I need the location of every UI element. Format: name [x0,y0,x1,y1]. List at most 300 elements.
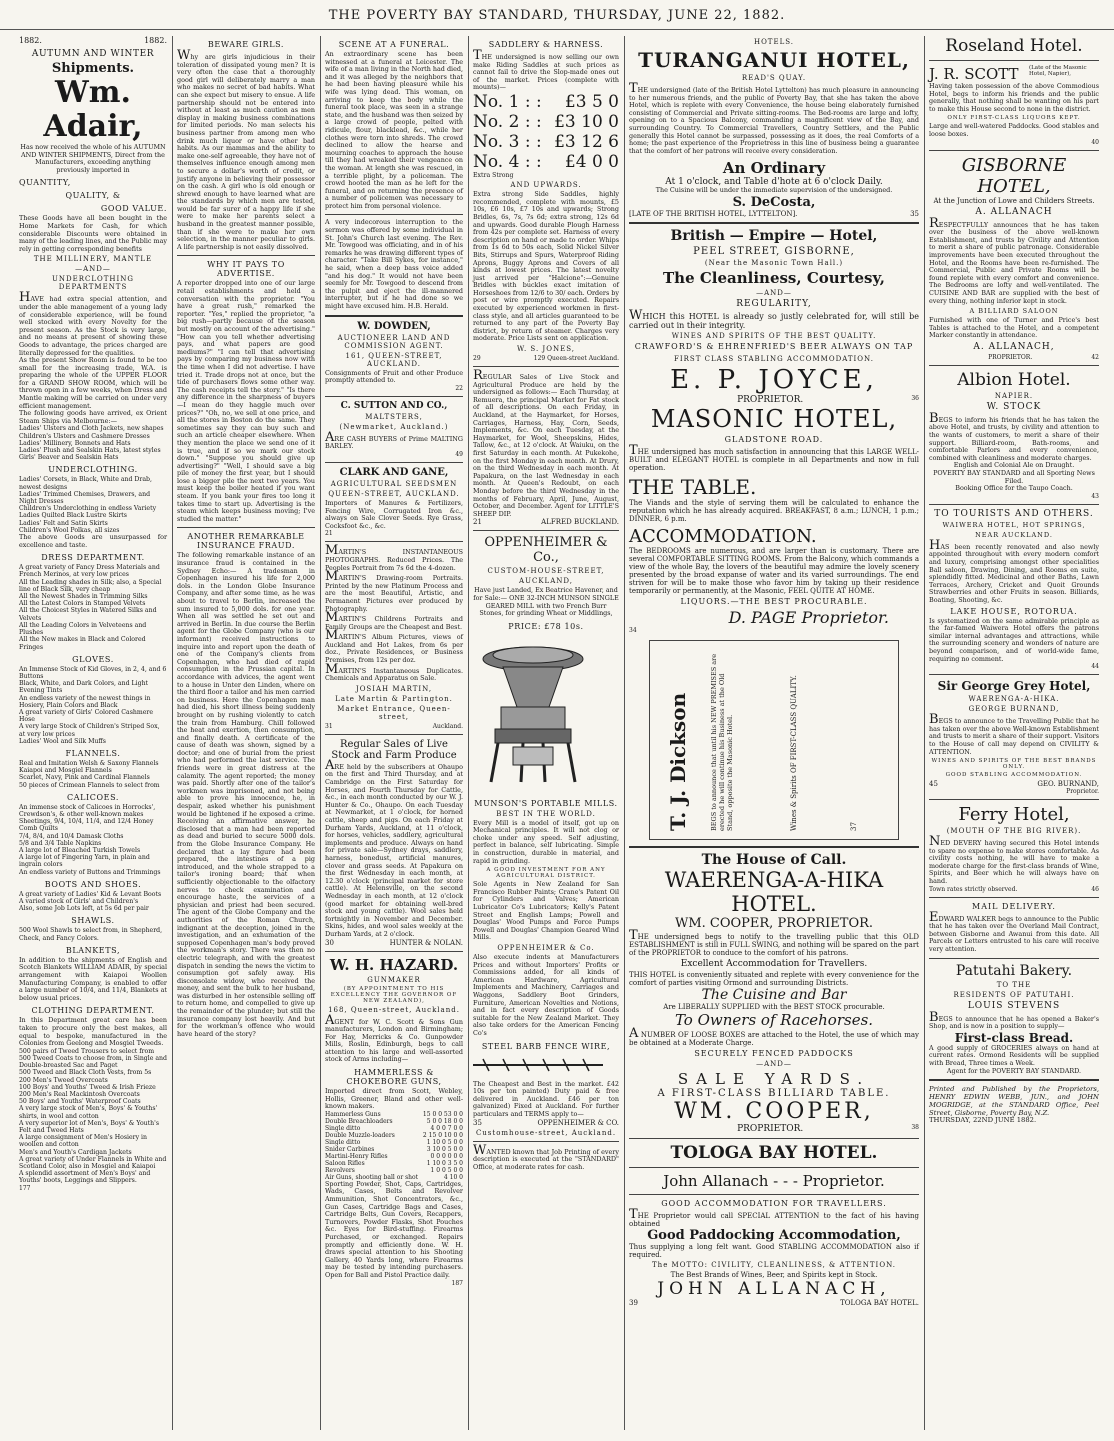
grey-hotel-text: BEGS to announce to the Travelling Public that he has taken over the above Well-known Establishment and trusts to merit a share of their support. Visitors to the House of call may depend on CIVILITY & ATTENTION. [929,712,1099,756]
oppenheimer-text2: Also execute indents at Manufacturers Prices and without Importers' Profits or Commissions added, for all kinds of American Hardware, Agricultural Implements and Machinery, Carriages and Waggons, Saddlery Boot Grinders, Furniture, American Novelties and Notions, and in fact every description of Goods suitable for the New Zealand Market. They also take orders for the American Fencing Co's [473,953,619,1037]
masonic-text: THE undersigned has much satisfaction in announcing that this LARGE WELL-BUILT and ELEGANT HOTEL is complete in all Departments and now in full operation. [629,442,919,472]
oppenheimer-name: OPPENHEIMER & Co., [484,535,608,566]
masonic-sub: GLADSTONE ROAD. [724,434,824,444]
waerenga-title: WAERENGA-A-HIKA HOTEL. [664,867,884,916]
cleanliness-slogan: The Cleanliness, Courtesy, [663,268,885,287]
ad-code: 29 [473,355,481,363]
list-item: A varied stock of Girls' and Children's [19,897,139,905]
bakery-sub: TO THE [996,980,1032,989]
list-item: Kaiapoi and Mosgiel Flannels [19,767,112,775]
adair-p1: These Goods have all been bought in the Home Markets for Cash, for which considerable Discounts were obtained in many of the leading lines, and the Public may rely in getting corresponding benefits [19,214,167,253]
bakery-title: Patutahi Bakery. [955,962,1073,979]
albion-stock: W. STOCK [986,401,1042,412]
ad-code: 187 [451,1279,463,1287]
roseland-title: Roseland Hotel. [945,36,1083,56]
list-item: Ladies Quilted Black Lustre Skirts [19,512,127,520]
cuisine-text: The Cuisine will be under the immediate supervision of the undersigned. [655,186,893,195]
ad-code: 49 [455,450,463,458]
ferry-sub: (MOUTH OF THE BIG RIVER). [946,827,1082,836]
column-adair [14,36,172,1430]
grey-hotel-sub: WAERENGA-A-HIKA. [968,695,1060,704]
list-item: 50 Boys' and Youths' Waterproof Coats [19,1098,141,1106]
martin-item: MARTIN'S INSTANTANEOUS PHOTOGRAPHS. Reduced Prices. The Peoples Portrait from 7s 6d the 4-dozen. [325,543,463,572]
page-proprietor: D. PAGE Proprietor. [728,607,889,627]
oppenheimer-sig: OPPENHEIMER & Co. [497,944,595,953]
house-of-call: The House of Call. [701,851,847,868]
ad-code: 42 [1091,353,1099,361]
list-item: A large lot of Bleached Turkish Towels [19,846,141,854]
british-empire-street: PEEL STREET, GISBORNE, [693,245,855,257]
mill-text2: Sole Agents in New Zealand for San Francisco Rubber Paints; Crane's Patent Oil for Cylinders and Valves; American Lubricator Co's Lubricators; Kelly's Patent Street and English Lamps; Powell and Douglas' Wood Pumps and Force Pumps Powell and Douglas' Champion Geared Wind Mills. [473,880,619,942]
scott-name: J. R. SCOTT [929,65,1019,83]
ad-code: 34 [629,626,637,634]
waiwera-sub: NEAR AUCKLAND. [975,530,1053,539]
gun-item: Revolvers [325,1166,355,1174]
blankets-head: BLANKETS, [65,945,121,955]
martin-item: MARTIN'S Drawing-room Portraits. Printed by the new Platinum Process and are the most Beautiful, Artistic, and Permanent Pictures ever produced by Photography. [325,569,463,613]
sutton-name: C. SUTTON AND CO., [340,400,448,411]
grey-hotel-wines: WINES AND SPIRITS OF THE BEST BRANDS ONLY. [931,758,1097,771]
divider [629,846,919,848]
gisborne-text2: Furnished with one of Turner and Price's best Tables is attached to the Hotel, and a competent Marker constantly in attendance. [929,316,1099,340]
list-item: A large lot of Fingering Yarn, in plain and ingrain colors [19,854,150,869]
ordinary-text: At 1 o'clock, and Table d'hote at 6 o'clock Daily. [665,177,883,188]
list-item: A splendid assortment of Men's Boys' and Youths' boots, Leggings and Slippers. [19,1170,151,1185]
ferry-footer [929,886,1099,893]
turanganui-title: TURANGANUI HOTEL, [638,48,910,72]
list-item: All the New makes in Black and Colored Fringes [19,636,146,651]
dowden-address: 161, QUEEN-STREET, AUCKLAND. [345,351,443,368]
mill-title: MUNSON'S PORTABLE MILLS. [474,798,618,808]
table-text: The Viands and the style of serving them will be calculated to enhance the reputation which he has already acquired. BREAKFAST, 8 a.m.; LUNCH, 1 p.m.; DINNER, 6 p.m. [629,498,919,523]
divider [325,541,463,542]
flannels-head: FLANNELS. [65,748,121,758]
bread-title: First-class Bread. [954,1030,1074,1045]
list-item: Ladies' Felt and Satin Skirts [19,519,108,527]
buckland-text: REGULAR Sales of Live Stock and Agricultural Produce are held by the undersigned as follows:— Each Thursday, at Remuera, the principal Market for Fat stock of all descriptions. On each Friday, in Auckland, at the Haymarket, for Horses, Carriages, Harness, Hay, Corn, Seeds, Implements, &c. On each Tuesday, at the Haymarket, for Wool, Sheepskins, Hides, Tallow, &c., at 12 o'clock. At Waiuku, on the first Saturday in each month. At Pukekohe, on the first Monday in each month. At Drury, on the third Wednesday in each month. At Papakura, on the last Wednesday in each month. At Queen's Redoubt, on each Monday before the third Wednesday in the months of February, April, June, August, October, and December. Agent for LITTLE'S SHEEP DIP. [473,368,619,518]
shipments-title: Shipments. [51,61,135,76]
shawls-head: SHAWLS. [71,916,115,926]
and-line: —AND— [756,288,792,297]
dickson-text: BEGS to announce that until his NEW PREMISES are erected he will continue his Business at the Old Stand, opposite the Masonic Hotel. [710,653,734,831]
divider [929,60,1099,61]
list-item: Ladies' Plush and Sealskin Hats, latest styles [19,447,161,455]
mill-engraving [473,637,593,787]
clothing-head: CLOTHING DEPARTMENT. [31,1006,155,1016]
ad-code: 35 [910,209,919,218]
gisborne-text: RESPECTFULLY announces that he has taken over the business of the above well-known Establishment, and trusts by Civility and Attention to merit a share of public patronage. Considerable improvements have been executed throughout the Hotel, and the Rooms have been re-furnished. The Commercial, Public and Private Rooms will be found replete with every comfort and convenience. The Bedrooms are lofty and well-ventilated. The CUISINE AND BAR are supplied with the best of every thing, nothing inferior kept in stock. [929,215,1099,305]
billiard-line: A FIRST-CLASS BILLIARD TABLE. [657,1087,891,1099]
oppenheimer-street: CUSTOM-HOUSE-STREET, [487,567,605,576]
list-item: An endless variety of the newest things in Hosiery, Plain Colors and Black [19,694,151,709]
gisborne-sub: At the Junction of Lowe and Childers Streets. [933,196,1095,205]
martin-city: Auckland. [432,722,463,730]
list-item: Ladies' Ulsters and Cloth Jackets, new shapes [19,425,164,433]
ad-code: 22 [455,384,463,392]
underclothing-head: UNDERCLOTHING. [48,465,138,475]
ad-code: 37 [850,822,858,831]
list-item: Real and Imitation Welsh & Saxony Flannels [19,759,159,767]
list-item: Children's Wool Polkas, all sizes [19,526,120,534]
cooper-line: WM. COOPER, PROPRIETOR. [674,915,874,931]
gun-item: Martini-Henry Rifles [325,1152,388,1160]
allanach-name: JOHN ALLANACH, [657,1278,891,1299]
list-item: A great variety of Under Flannels in White and Scotland Color, also in Mosgiel and Kaiapoi [19,1155,167,1170]
hazard-text2: Imported direct from Scott, Webley, Hollis, Greener, Bland and other well-known makers. [325,1087,463,1111]
divider [929,150,1099,151]
paddocking-title: Good Paddocking Accommodation, [647,1227,901,1243]
adair-intro: Has now received the whole of his AUTUMN AND WINTER SHIPMENTS, Direct from the Manufacturers, exceeding anything previously imported in [20,143,166,174]
turanganui-text: THE undersigned (late of the British Hotel Lyttelton) has much pleasure in announcing to her numerous friends, and the public of Poverty Bay, that she has taken the above Hotel, which is replete with every Convenience, the house being elaborately furnished consisting of Commercial and Private sitting-rooms. The Bed-rooms are large and lofty, opening on to a Spacious Balcony, commanding a magnificent view of the Bay, and surrounding Country. To Commercial Travellers, Country Settlers, and the Public generally this Hotel cannot be surpassed, possessing as it does, the real Comforts of a home; the past experience of the Proprietress in this line of business being a guarantee that the comfort of her patrons will receive every consideration. [629,81,919,155]
gun-price: 1 10 0 3 5 0 [426,1159,463,1167]
gun-price: 4 10 0 [443,1173,463,1181]
gun-item: Single ditto [325,1124,361,1132]
column-roseland [924,36,1104,1430]
list-item: A great variety of Fancy Dress Materials and French Merinos, at very low prices [19,564,160,579]
saddle-price-row [473,112,619,132]
accommodation-text: The BEDROOMS are numerous, and are larger than is customary. There are several COMFORTABLE SITTING ROOMS. From the Balcony, which commands a view of the whole Bay, the lovers of the beautiful may admire the lovely scenery presented by the broad expanse of water and its varied surroundings. The end striven for will be to make those who favor him by taking up their residence temporarily or permanently, at the Masonic, FEEL QUITE AT HOME. [629,546,919,595]
hunter-text: ARE held by the subscribers at Ohaupo on the first and Third Thursday, and at Cambridge on the First Saturday for Horses, and Fourth Thursday for Cattle, &c., in each month conducted by our W. J. Hunter & Co., Ohaupo. On each Tuesday at Newmarket, at 1 o'clock, for horned cattle, sheep and pigs. On each Friday at Durham Yards, Auckland, at 11 o'clock, for horses, vehicles, saddlery, agricultural implements and produce. Always on hand for private sale—Sydney drays, saddlery, harness, bonedust, artificial manures, clover and grass seeds. At Papakura on the first Wednesday in each month, at 12.30 o'clock (principal market for store cattle). At Helensville, on the second Wednesday in each month, at 12 o'clock (good market for obtaining well-bred stock and young cattle). Wool sales held fortnightly in November and December. Skins, hides, and wool sales weekly at the Durham Yards, at 2 o'clock. [325,757,463,938]
divider [325,951,463,952]
hazard-role: GUNMAKER [367,975,421,984]
martin-footer [325,723,463,730]
adair-p2: HAVE had extra special attention, and under the able management of a young lady of considerable experience, will be found well stocked with every Novelty for the present season. As the Stock is very large, and no means at present of showing these Goods to advantage, the prices charged are literally depressed for the qualities. [19,290,167,357]
and-line: —AND— [756,1059,792,1068]
ferry-title: Ferry Hotel, [958,804,1070,826]
gun-price: 1 10 0 5 0 0 [426,1138,463,1146]
gun-item: Single ditto [325,1138,361,1146]
oppenheimer-footer [473,1119,619,1127]
martin-item: MARTIN'S Album Pictures, views of Auckland and Hot Lakes, from 6s per doz., Private Residences, or Business Premises, from 12s per doz. [325,628,463,665]
divider [629,1167,919,1168]
mill-subtitle: BEST IN THE WORLD. [496,809,596,818]
ferry-rates: Town rates strictly observed. [929,885,1018,893]
martin-address: Market Entrance, Queen-street, [337,704,451,721]
gun-price-row [325,1118,463,1125]
list-item: All the Latest Colors in Stamped Velvets [19,600,146,608]
dress-head: DRESS DEPARTMENT. [41,553,145,563]
list-item: 200 Men's Tweed Overcoats [19,1076,108,1084]
tologa-footer [629,1299,919,1307]
roseland-liquors: ONLY FIRST-CLASS LIQUORS KEPT. [947,115,1081,122]
ad-code: 30 [325,938,334,947]
list-item: All the Newest Shades in Trimming Silks [19,593,148,601]
grey-hotel-role: Proprietor. [1066,788,1099,796]
list-item: A great variety of Girls' Colored Cashmere Hose [19,708,154,724]
british-empire-title: British — Empire — Hotel, [670,227,878,244]
hazard-address: 168, Queen-street, Auckland. [328,1005,460,1014]
autumn-title: AUTUMN AND WINTER [31,49,155,59]
mill-investment: A GOOD INVESTMENT FOR ANY AGRICULTURAL DISTRICT. [486,867,606,880]
martin-item: MARTIN'S Childrens Portraits and Family Groups are the Cheapest and Best. [325,610,463,631]
bakery-sub2: RESIDENTS OF PATUTAHI. [953,990,1075,999]
saddlery-text: Extra strong Side Saddles, highly recommended, complete with mounts, £5 10s, £6 10s, £7 10s and upwards; Strong Bridles, 6s, 7s, 7s 6d; extra strong, 12s 6d and upwards. Good durable Plough Harness from 42s per complete set. Harness of every description on hand or made to order. Whips from 1s 6d to 50s each, Solid Nickel Silver Bits, Stirrups and Spurs, Waterproof Riding Aprons, Buggy Aprons and Covers of all kinds at lowest prices. The latest novelty just arrived per "Halcione":—Genuine Bridles with buckles exact imitation of Horseshoes from 12/6 to 30/ each. Orders by post or wire promptly executed. Repairs executed by experienced workmen in first-class style, and all articles guaranteed to be returned to any part of the Poverty Bay district, by return of steamer. Charges very moderate. Price Lists sent on application. [473,190,619,343]
list-item: All the Choicest Styles in Watered Silks and Velvets [19,607,157,622]
divider [325,734,463,735]
list-item: Black, White, and Dark Colors, and Light Evening Tints [19,680,149,695]
upwards-label: AND UPWARDS. [510,181,582,190]
grey-hotel-name: GEORGE BURNAND, [968,705,1060,714]
cooper-name: WM. COOPER, [674,1098,874,1124]
ad-code: 38 [911,1123,919,1131]
ad-code: 43 [1091,492,1099,500]
list-item: 200 Men's Real Mackintosh Overcoats [19,1090,140,1098]
grey-hotel-stabling: GOOD STABLING ACCOMMODATION. [945,772,1083,779]
albion-standard: POVERTY BAY STANDARD and all Sporting News Filed. [933,469,1095,485]
scott-sub: (Late of the Masonic Hotel, Napier), [1029,65,1087,77]
martin-name: JOSIAH MARTIN, [355,684,433,693]
hazard-name: W. H. HAZARD. [329,955,459,974]
column-funeral-ads [320,36,468,1430]
divider [325,462,463,463]
gun-price-row [325,1146,463,1153]
dickson-wines: Wines & Spirits OF FIRST-CLASS QUALITY. [790,675,798,831]
roseland-text: Having taken possession of the above Commodious Hotel, begs to inform his friends and the public generally, that nothing shall be wanting on his part to make this House second to none in the district. [929,82,1099,113]
lake-text: Is systematized on the same admirable principle as the far-famed Waiwera Hotel offers the patrons similar internal advantages and attractions, while the surrounding scenery and wonders of nature are beyond comparison, and of world-wide fame, requiring no comment. [929,616,1099,663]
list-item: Ladies' Millinery, Bonnets and Hats [19,439,131,447]
gun-item: Snider Carbines [325,1145,375,1153]
saddle-price-list [473,92,619,172]
regularity-line: REGULARITY, [736,298,812,309]
liquors-line: LIQUORS.—THE BEST PROCURABLE. [680,596,868,606]
gisborne-role: PROPRIETOR. [988,353,1033,361]
saddle-price-row [473,152,619,172]
gun-price-row [325,1160,463,1167]
waerenga-text3: A NUMBER OF LOOSE BOXES are attached to the Hotel, the use of which may be obtained at a Moderate Charge. [629,1025,919,1047]
year-line [19,36,167,45]
wanted-notice: WANTED known that Job Printing of every description is executed at the "STANDARD" Office, at moderate rates for cash. [473,1142,619,1171]
divider [177,527,315,528]
calicoes-head: CALICOES. [66,792,120,802]
divider [473,530,619,531]
divider [929,1079,1099,1081]
divider [177,255,315,256]
gisborne-allanach: A. ALLANACH [975,206,1053,217]
list-item: A large consignment of Men's Hosiery in woollen and cotton [19,1134,148,1149]
gun-price-row [325,1167,463,1174]
clark-gane-role: AGRICULTURAL SEEDSMEN [330,479,458,488]
joyce-name: E. P. JOYCE, [670,364,878,395]
hazard-appointment: (BY APPOINTMENT TO HIS EXCELLENCY THE GOVERNOR OF NEW ZEALAND), [330,985,458,1004]
list-item: An endless variety of Buttons and Trimmings [19,868,161,876]
waerenga-text2: THIS HOTEL is conveniently situated and replete with every convenience for the comfort of parties visiting Ormond and surrounding Districts. [629,970,919,987]
article-title: ANOTHER REMARKABLE INSURANCE FRAUD. [187,532,305,551]
imprint-date: THURSDAY, 22ND JUNE 1882. [929,1116,1037,1125]
oppenheimer-text: Have just Landed, Ex Beatrice Havener, and for Sale:— ONE 32-INCH MUNSON SINGLE GEARED MILL with two French Burr Stones, for grinding Wheat or Middlings, [473,586,619,618]
saddle-number: No. 1 : : [473,91,542,112]
saddle-price: £3 10 0 [554,111,619,132]
divider [929,958,1099,959]
mail-text: EDWARD WALKER begs to announce to the Public that he has taken over the Overland Mail Contract, between Gisborne and Awanui from this date. All Parcels or Letters entrusted to his care will receive very attention. [929,909,1099,954]
dickson-rotated-ad [649,640,899,840]
gun-item: Hammerless Guns [325,1110,381,1118]
divider [629,1194,919,1195]
martin-item: MARTIN'S Instantaneous Duplicates. Chemicals and Apparatus on Sale. [325,661,463,683]
year-left: 1882. [19,36,42,45]
barb-wire-illustration [473,1057,603,1073]
value-line: GOOD VALUE. [100,204,167,214]
decosta-footer [629,210,919,218]
list-item: 50 pieces of Crimean Flannels to select from [19,781,160,789]
ad-code: 31 [325,722,333,730]
tologa-motto: The MOTTO: CIVILITY, CLEANLINESS, & ATTENTION. [652,1260,896,1269]
beer-line: CRAWFORD'S & EHRENFRIED'S BEER ALWAYS ON TAP [634,341,914,351]
adair-p3: As the present Show Room is found to be too small for the increasing trade, W.A. is preparing the whole of the UPPER FLOOR for a GRAND SHOW ROOM, which will be thrown open in a few weeks, when Dress and Mantle making will be carried on under very efficient management. [19,356,167,410]
hotels-header: HOTELS. [753,38,795,46]
gun-price-row [325,1125,463,1132]
list-item: Ladies' Corsets, in Black, White and Drab, newest designs [19,476,152,491]
waerenga-text: THE undersigned begs to notify to the travelling public that this OLD ESTABLISHMENT is still in FULL SWING, and nothing will be spared on the part of the PROPRIETOR to conduce to the comfort of his patrons. [629,927,919,957]
article-title: WHY IT PAYS TO ADVERTISE. [207,260,285,279]
list-item: Scarlet, Navy, Pink and Cardinal Flannels [19,774,150,782]
list-item: Also, some Job Lots left, at 5s 6d per pair [19,905,149,913]
list-item: Men's and Youth's Cardigan Jackets [19,1148,132,1156]
sale-yards: SALE YARDS. [677,1069,871,1088]
hazard-guns-head: HAMMERLESS & CHOKEBORE GUNS, [346,1068,442,1087]
divider [929,897,1099,898]
oppenheimer-sig2: OPPENHEIMER & CO. [537,1118,619,1127]
decosta-sub: [LATE OF THE BRITISH HOTEL, LYTTELTON]. [629,209,798,218]
turanganui-sub: READ'S QUAY. [741,74,807,82]
ad-code: 46 [1091,885,1099,893]
excellent-accommodation: Excellent Accommodation for Travellers. [680,958,868,969]
albion-sub: NAPIER. [994,391,1034,400]
cooper-role: PROPRIETOR. [737,1123,804,1134]
tologa-brands: The Best Brands of Wines, Beer, and Spirits kept in Stock. [670,1270,878,1279]
list-item: Children's Underclothing in endless Variety [19,505,157,513]
list-item: 7/4, 8/4, and 10/4 Damask Cloths [19,832,124,840]
albion-text: BEGS to inform his friends that he has taken the above Hotel, and trusts, by civility and attention to the wants of customers, to merit a share of their support. Billiard-room, Bath-rooms, and comfortable Parlors and every convenience, combined with cleanliness and moderate charges. [929,410,1099,462]
ad-code: 39 [629,1298,638,1307]
bakery-text: BEGS to announce that he has opened a Baker's Shop, and is now in a position to supply— [929,1009,1099,1031]
adair-p7: In this Department great care has been taken to procure only the best makes, all equal to bespoke, manufactured in the Colonies from Geelong and Mosgiel Tweeds. [19,1016,167,1048]
column-saddlery [468,36,624,1430]
saddle-price-row [473,132,619,152]
divider [325,315,463,317]
gun-price: 15 0 0 53 0 0 [422,1110,463,1118]
gun-price: 2 15 0 10 0 0 [422,1131,463,1139]
gun-price-row [325,1153,463,1160]
hunter-title: Regular Sales of Live Stock and Farm Produce [331,738,457,761]
jones-address: 129 Queen-street Auckland. [533,355,619,363]
list-item: Sheetings, 9/4, 10/4, 11/4, and 12/4 Honey Comb Quilts [19,818,154,833]
quantity-line: QUANTITY, [19,178,71,188]
list-item: Ladies' Trimmed Chemises, Drawers, and Night Dresses [19,490,151,506]
divider [929,504,1099,505]
joyce-footer [629,395,919,405]
cooper-footer [629,1124,919,1134]
albion-ale: English and Colonial Ale on Draught. [953,461,1075,470]
hazard-text: AGENT for W. C. Scott & Sons Gun manufacturers, London and Birmingham; For Hay, Merricks & Co. Gunpowder Mills, Roslin, Edinburgh, begs to call attention to his large and well-assorted stock of Arms including— [325,1012,463,1064]
gun-item: Double Muzzle-loaders [325,1131,395,1139]
divider [929,674,1099,675]
accommodation-title: ACCOMMODATION. [629,525,817,547]
list-item: 500 pairs of Tweed Trousers to select from [19,1047,155,1055]
cuisine-bar-title: The Cuisine and Bar [701,986,847,1003]
list-item: An Immense Stock of Kid Gloves, in 2, 4, and 6 Buttons [19,665,167,680]
tourists-title: TO TOURISTS AND OTHERS. [934,508,1094,519]
saddle-price: £4 0 0 [564,151,619,172]
wines-line: WINES AND SPIRITS OF THE BEST QUALITY. [671,331,877,340]
divider [629,1138,919,1139]
waiwera-text: HAS been recently renovated and also newly appointed throughout with every modern comfort and luxury, comprising amongst other specialities Ball saloon, Drawing, Dining, and Rooms en suite, splendidly fitted. Medicinal and other Baths, Lawn Terraces, Archery, Cricket and Quoit Grounds Strawberries and other Fruits in season. Billiards, Boating, Shooting, &c. [929,537,1099,604]
hazard-text3: Sporting Powder, Shot, Caps, Cartridges, Wads, Cases, Belts and Revolver Ammunition, Shot Concentrators, &c., Gun Cases, Cartridge Bags and Cases, Cartridge Belts, Gun Covers, Recappers, Turnovers, Powder Flasks, Shot Pouches &c. Eyes for Bird-stuffing. Firearms Purchased, or exchanged. Repairs promptly and efficiently done. W. H. draws special attention to his Shooting Gallery, 40 Yards long, where Firearms may be tested by intending purchasers. Open for Ball and Pistol Practice daily. [325,1179,463,1279]
jones-footer [473,355,619,362]
grey-hotel-title: Sir George Grey Hotel, [937,679,1091,694]
tologa-title: TOLOGA BAY HOTEL. [670,1142,878,1163]
saddlery-intro: THE undersigned is now selling our own make Riding Saddles at such prices as cannot fail to drive the Slop-made ones out of the market. Prices (complete with mounts)— [473,48,619,92]
bakery-agent: Agent for the POVERTY BAY STANDARD. [946,1066,1082,1075]
ad-code: 35 [473,1118,482,1127]
ad-code: 45 [929,780,938,789]
adair-p4: The following goods have arrived, ex Orient Steam Ships via Melbourne:— [19,409,167,425]
imprint: Printed and Published by the Proprietors, HENRY EDWIN WEBB, JUN., and JOHN MOGRIDGE, at the STANDARD Office, Peel Street, Gisborne, Poverty Bay, N.Z. [929,1085,1099,1118]
gun-price: 1 0 0 5 0 0 [430,1166,463,1174]
gun-price: 4 0 0 7 0 0 [430,1124,463,1132]
list-item: Ladies' Wool and Silk Muffs [19,737,106,745]
list-item: 500 Wool Shawls to select from, in Shepherd, Check, and Fancy Colors. [19,927,163,942]
gun-price: 5 0 0 18 0 0 [426,1117,463,1125]
gloves-head: GLOVES. [72,654,114,664]
billiard-saloon: A BILLIARD SALOON [969,307,1059,316]
dowden-name: W. DOWDEN, [357,320,431,332]
article-body: An extraordinary scene has been witnessed at a funeral at Leicester. The wife of a man living in the North had died, and it was alleged by the neighbors that he had been having pleasure while his wife was lying dead. This woman, on arriving to keep the body while the funeral took place, was seen in a strange state, and the husband was then seized by a large crowd of people, pelted with ridicule, flour, blacklead, &c., while her clothes were torn into shreds. The crowd declined to allow the hearse and mourning coaches to approach the house till they had wreaked their vengeance on the woman. At length she was rescued, in a terrible plight, by a policeman. The crowd hooted the man as he left for the funeral, and on returning the presence of a number of policemen was necessary to protect him from personal violence. [325,50,463,210]
saddle-number: No. 4 : : [473,151,542,172]
divider [929,799,1099,800]
ad-code: 40 [1091,138,1099,146]
bakery-name: LOUIS STEVENS [967,1000,1061,1011]
oppenheimer-address: Customhouse-street, Auckland. [475,1128,617,1137]
ferry-text: NED DEVERY having secured this Hotel intends to spare no expense to make stores comfortable. As civility costs nothing, he will have to make a moderate charge for the first-class brands of Wine, Spirits, and Beer which he will always have on hand. [929,834,1099,886]
martin-role: Late Martin & Partington. [335,694,453,703]
list-item: A very large Stock of Children's Striped Sox, at very low prices [19,723,160,738]
clark-gane-text: Importers of Manures & Fertilizers, Fencing Wire, Corrugated Iron &c., always on Sale Clover Seeds. Rye Grass, Cocksfoot &c., &c. [325,498,463,530]
article-body: Why are girls injudicious in their toleration of dissipated young men? It is very often the case that a thoroughly good girl will deliberately marry a man who makes no secret of bad habits. What can she expect but misery to ensue. A life partnership should not be entered into without at least as much caution as men display in making business combinations for limited periods. No man selects his business partner from among men who drink much liquor or have other bad habits. As our mammas and the ability to make one-self agreeable, they have not of themselves influence enough among men to secure a dollar's worth of credit, or justify anyone in believing their possessor on the cash. A girl who is old enough or shrewd enough to have learned what are the standards by which men are tested, would be far surer of a happy life if she were to make her parents select a husband in the greatest manner possible, than if she were to make her own selection, in the manner peculiar to girls. A life partnership is not easily dissolved. [177,48,315,251]
quality-line: QUALITY, & [65,191,121,201]
ad-code: 177 [19,1184,31,1192]
waiwera-title: WAIWERA HOTEL, HOT SPRINGS, [942,520,1086,529]
clark-gane-address: QUEEN-STREET, AUCKLAND. [328,489,460,498]
gisborne-title: GISBORNE HOTEL, [961,154,1067,197]
gun-price: 0 0 0 0 0 0 [430,1152,463,1160]
tologa-text2: Thus supplying a long felt want. Good STABLING ACCOMMODATION also if required. [629,1242,919,1259]
clark-gane-name: CLARK AND GANE, [339,466,449,478]
ad-code: 21 [473,518,482,527]
gun-price: 3 10 0 5 0 0 [426,1145,463,1153]
column-hotels [624,36,924,1430]
boots-head: BOOTS AND SHOES. [44,879,142,889]
gun-price-table [325,1111,463,1181]
list-item: All the Leading shades in Silk; also, a Special line of Black Silk, very cheap [19,578,162,593]
dickson-name: T. J. Dickson [666,692,690,831]
underclothing-dept: UNDERCLOTHING DEPARTMENTS [51,275,134,292]
list-item: 500 Tweed and Black Cloth Vests, from 5s [19,1069,152,1077]
extra-strong-label: Extra Strong [473,171,514,179]
tologa-good-accommodation: GOOD ACCOMMODATION FOR TRAVELLERS. [661,1198,887,1208]
divider [473,366,619,367]
roseland-paddocks: Large and well-watered Paddocks. Good stables and loose boxes. [929,122,1099,138]
list-item: 500 Tweed Coats to choose from, in Single and Double-breasted Sac and Paget [19,1054,168,1070]
list-item: 5/8 and 3/4 Table Napkins [19,839,102,847]
article-title: SADDLERY & HARNESS. [488,40,604,49]
gisborne-sig: A. ALLANACH, [973,341,1055,352]
sutton-address: (Newmarket, Auckland.) [339,422,449,431]
list-item: An immense stock of Calicoes in Horrocks', Crewdson's, & other well-known makes [19,803,156,818]
gun-item: Air Guns, shooting ball or shot [325,1173,419,1181]
article-body: The following remarkable instance of an insurance fraud is contained in the Sydney Echo:— A tradesman in Copenhagen insured his life for 2,000 dols. in the London Globe Insurance Company, and after some time, as he was about to travel to Berlin, increased the sum insured to 5,000 dols. for one year. When all was settled he set out and arrived in Berlin. In due course the Berlin agent for the Globe Company (who is our informant) received instructions to inquire into and report upon the death of one of the Company's clients from Copenhagen, who had died of rapid consumption in the Prussian capital. In accordance with advices, the agent went to a house in Unter den Linden, where on the third floor a tailor and his men carried on business. Here the Copenhagen man had died, his short illness being suddenly brought on by rushing violently to catch the train from Hamburg. Chill followed the heat and exertion, then consumption, and finally death. A certificate of the cause of death was shown, signed by a doctor; and one of burial from the priest who had performed the last service. The friends were in great distress at the calamity. The agent reported; the money was paid. Shortly after one of the tailor's workmen was imprisoned, and not being able to prove his innocence, he, in despair, asked whether his punishment would be lightened if he exposed a crime. Receiving an affirmative answer, he disclosed that a man had been reported as dead and buried to secure 5000 dols. from the Globe Insurance Company. He declared that a lay figure had been prepared, the intestines of a pig introduced, and the whole strapped to a tailor's ironing board; that when sufficiently objectionable to the olfactory nerves to check examination and encourage haste, the services of a physician and priest had been secured. The agent of the Globe Company and the authorities of the Roman Church, indignant at the deception, joined in the investigation, and an exhumation of the supposed Copenhagen man's body proved the workman's story. There was then no electric telegraph, and with the greatest dispatch in sending the news the victim to consumption got safely away. His disconsolate widow, who received the money, and sent the bulk to her husband, was disturbed in her ostensible selling off to return home, and compelled to give up the remainder of the plunder; but still the insurance company lost heavily. And but for the workman's offence who would have heard of the story? [177,551,315,1038]
british-empire-text: WHICH this HOTEL is already so justly celebrated for, will still be carried out in their integrity. [629,307,919,330]
saddle-price: £3 5 0 [564,91,619,112]
